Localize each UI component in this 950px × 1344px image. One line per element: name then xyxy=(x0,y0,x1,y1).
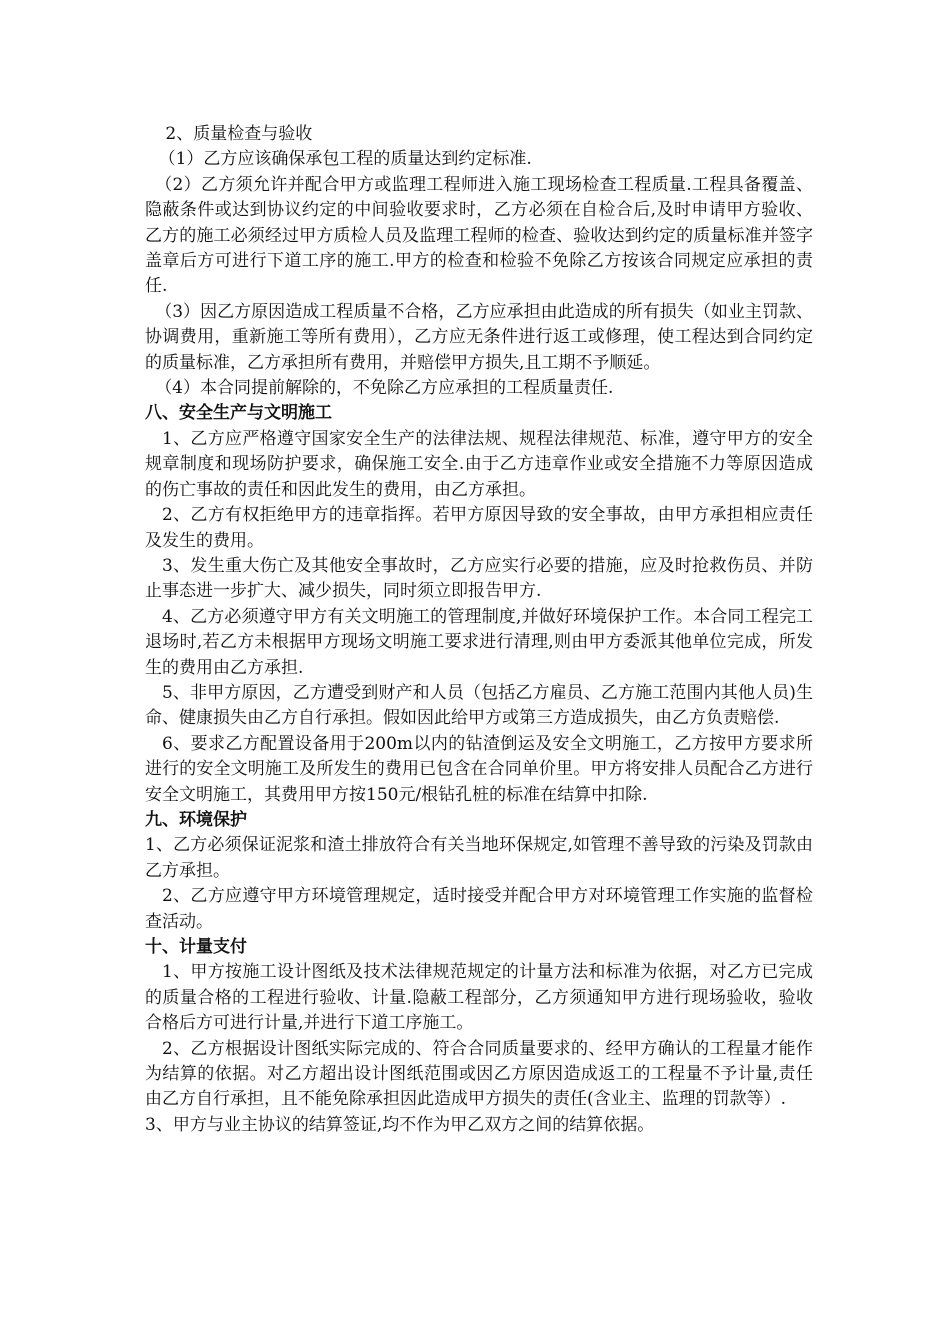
paragraph: 6、要求乙方配置设备用于200m以内的钻渣倒运及安全文明施工，乙方按甲方要求所进行的安全文明施工及所发生的费用已包含在合同单价里。甲方将安排人员配合乙方进行安全文明施工，其费用甲方按150元/根钻孔桩的标准在结算中扣除. xyxy=(145,733,813,805)
paragraph: 1、乙方必须保证泥浆和渣土排放符合有关当地环保规定,如管理不善导致的污染及罚款由乙方承担。 xyxy=(145,835,813,881)
paragraph: 2、质量检查与验收 xyxy=(165,124,313,144)
paragraph: 1、甲方按施工设计图纸及技术法律规范规定的计量方法和标准为依据，对乙方已完成的质量合格的工程进行验收、计量.隐蔽工程部分，乙方须通知甲方进行现场验收，验收合格后方可进行计量,并进行下道工序施工。 xyxy=(145,962,813,1034)
paragraph: （3）因乙方原因造成工程质量不合格，乙方应承担由此造成的所有损失（如业主罚款、协调费用，重新施工等所有费用），乙方应无条件进行返工或修理，使工程达到合同约定的质量标准，乙方承担所有费用，并赔偿甲方损失,且工期不予顺延。 xyxy=(145,301,813,373)
section-heading: 九、环境保护 xyxy=(145,809,247,830)
paragraph: 3、发生重大伤亡及其他安全事故时，乙方应实行必要的措施，应及时抢救伤员、并防止事态进一步扩大、减少损失，同时须立即报告甲方. xyxy=(145,555,813,602)
section-heading: 八、安全生产与文明施工 xyxy=(145,403,332,424)
paragraph: （4）本合同提前解除的，不免除乙方应承担的工程质量责任. xyxy=(155,378,614,399)
paragraph: 2、乙方根据设计图纸实际完成的、符合合同质量要求的、经甲方确认的工程量才能作为结算的依据。对乙方超出设计图纸范围或因乙方原因造成返工的工程量不予计量,责任由乙方自行承担，且不能免除承担因此造成甲方损失的责任(含业主、监理的罚款等）. xyxy=(145,1038,813,1110)
paragraph: 3、甲方与业主协议的结算签证,均不作为甲乙双方之间的结算依据。 xyxy=(145,1114,655,1135)
paragraph: 2、乙方有权拒绝甲方的违章指挥。若甲方原因导致的安全事故，由甲方承担相应责任及发生的费用。 xyxy=(145,505,813,551)
paragraph: 1、乙方应严格遵守国家安全生产的法律法规、规程法律规范、标准，遵守甲方的安全规章制度和现场防护要求，确保施工安全.由于乙方违章作业或安全措施不力等原因造成的伤亡事故的责任和因此发生的费用，由乙方承担。 xyxy=(145,428,813,500)
paragraph: （1）乙方应该确保承包工程的质量达到约定标准. xyxy=(158,149,532,170)
paragraph: 4、乙方必须遵守甲方有关文明施工的管理制度,并做好环境保护工作。本合同工程完工退场时,若乙方未根据甲方现场文明施工要求进行清理,则由甲方委派其他单位完成，所发生的费用由乙方承担. xyxy=(145,606,813,678)
section-heading: 十、计量支付 xyxy=(145,937,247,957)
paragraph: 2、乙方应遵守甲方环境管理规定，适时接受并配合甲方对环境管理工作实施的监督检查活动。 xyxy=(145,886,813,932)
paragraph: 5、非甲方原因，乙方遭受到财产和人员（包括乙方雇员、乙方施工范围内其他人员)生命、健康损失由乙方自行承担。假如因此给甲方或第三方造成损失，由乙方负责赔偿. xyxy=(145,682,813,729)
document-body xyxy=(145,122,813,1138)
paragraph: （2）乙方须允许并配合甲方或监理工程师进入施工现场检查工程质量.工程具备覆盖、隐蔽条件或达到协议约定的中间验收要求时，乙方必须在自检合后,及时申请甲方验收、乙方的施工必须经过甲方质检人员及监理工程师的检查、验收达到约定的质量标准并签字盖章后方可进行下道工序的施工.甲方的检查和检验不免除乙方按该合同规定应承担的责任. xyxy=(145,174,813,297)
